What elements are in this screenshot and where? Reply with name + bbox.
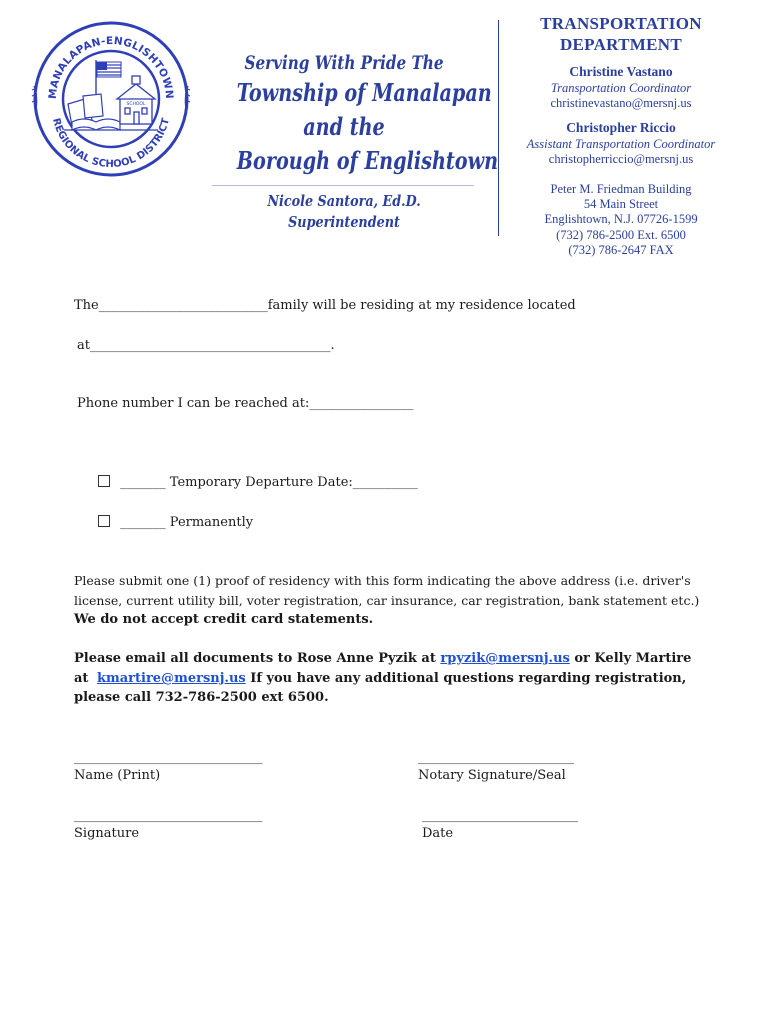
department-line-2: DEPARTMENT [559,35,683,54]
address-line-3: Englishtown, N.J. 07726-1599 [544,212,698,226]
at-prefix: at [77,338,90,353]
email-line-2-prefix: at [74,671,93,686]
address-line-2: 54 Main Street [583,197,659,211]
department-line-1: TRANSPORTATION [540,14,702,33]
proof-line-2: license, current utility bill, voter registration, car insurance, car registration, bank statement etc.) [74,593,700,608]
notary-label: Notary Signature/Seal [418,768,566,783]
email-link-rpyzik[interactable]: rpyzik@mersnj.us [440,651,570,666]
logo-school-sign: SCHOOL [126,102,146,107]
title-line-3: Borough of Englishtown [236,146,499,175]
tagline: Serving With Pride The [244,52,444,74]
name-print-blank[interactable]: _____________________________ [74,750,263,765]
family-suffix: family will be residing at my residence located [267,298,576,313]
option-permanent [98,515,253,530]
address-line-1: Peter M. Friedman Building [550,182,692,196]
signature-label: Signature [74,826,140,841]
contact-1-email: christinevastano@mersnj.us [550,96,692,110]
phone-line [77,396,413,411]
permanent-blank[interactable]: _______ [120,515,166,530]
email-line-2 [74,671,686,686]
permanent-checkbox[interactable] [98,515,110,527]
temporary-date-blank[interactable]: __________ [352,475,418,490]
phone-label: Phone number I can be reached at: [77,396,310,411]
address-line-5: (732) 786-2647 FAX [568,243,674,257]
address-line-4: (732) 786-2500 Ext. 6500 [556,228,686,242]
phone-blank[interactable]: ________________ [309,396,414,411]
email-link-kmartire[interactable]: kmartire@mersnj.us [96,671,246,686]
email-line-1-suffix: or Kelly Martire [569,651,692,666]
temporary-blank[interactable]: _______ [120,475,166,490]
proof-line-1: Please submit one (1) proof of residency with this form indicating the above address (i.e. driver's [74,573,691,588]
family-line [74,298,576,313]
option-temporary [98,475,418,490]
contact-2-email: christopherriccio@mersnj.us [548,152,694,166]
notary-blank[interactable]: ________________________ [418,750,574,765]
no-credit-statement: We do not accept credit card statements. [74,612,374,627]
email-line-1 [74,651,691,666]
vertical-divider [498,20,499,236]
family-prefix: The [74,298,99,313]
title-line-2: and the [303,112,385,141]
date-blank[interactable]: ________________________ [422,808,578,823]
title-line-1: Township of Manalapan [236,78,492,107]
temporary-label: Temporary Departure Date: [169,475,353,490]
contact-2-name: Christopher Riccio [566,120,676,135]
logo-bottom-text: REGIONAL SCHOOL DISTRICT [50,117,172,171]
temporary-checkbox[interactable] [98,475,110,487]
superintendent-title: Superintendent [288,213,400,231]
contact-1-name: Christine Vastano [569,64,673,79]
email-line-3: please call 732-786-2500 ext 6500. [74,690,329,705]
family-blank[interactable]: __________________________ [98,298,268,313]
address-line [77,338,335,353]
email-line-1-prefix: Please email all documents to Rose Anne Pyzik at [74,651,441,666]
logo-top-text: MANALAPAN-ENGLISHTOWN [46,34,176,100]
date-label: Date [422,826,454,841]
contact-1-role: Transportation Coordinator [550,81,692,95]
contact-2-role: Assistant Transportation Coordinator [526,137,716,151]
permanent-label: Permanently [169,515,254,530]
district-logo [28,16,194,182]
email-line-2-suffix: If you have any additional questions regarding registration, [245,671,687,686]
address-blank[interactable]: _____________________________________. [89,338,335,353]
superintendent-name: Nicole Santora, Ed.D. [267,192,421,210]
letterhead-divider [212,185,474,186]
name-print-label: Name (Print) [74,768,161,783]
signature-blank[interactable]: _____________________________ [74,808,263,823]
